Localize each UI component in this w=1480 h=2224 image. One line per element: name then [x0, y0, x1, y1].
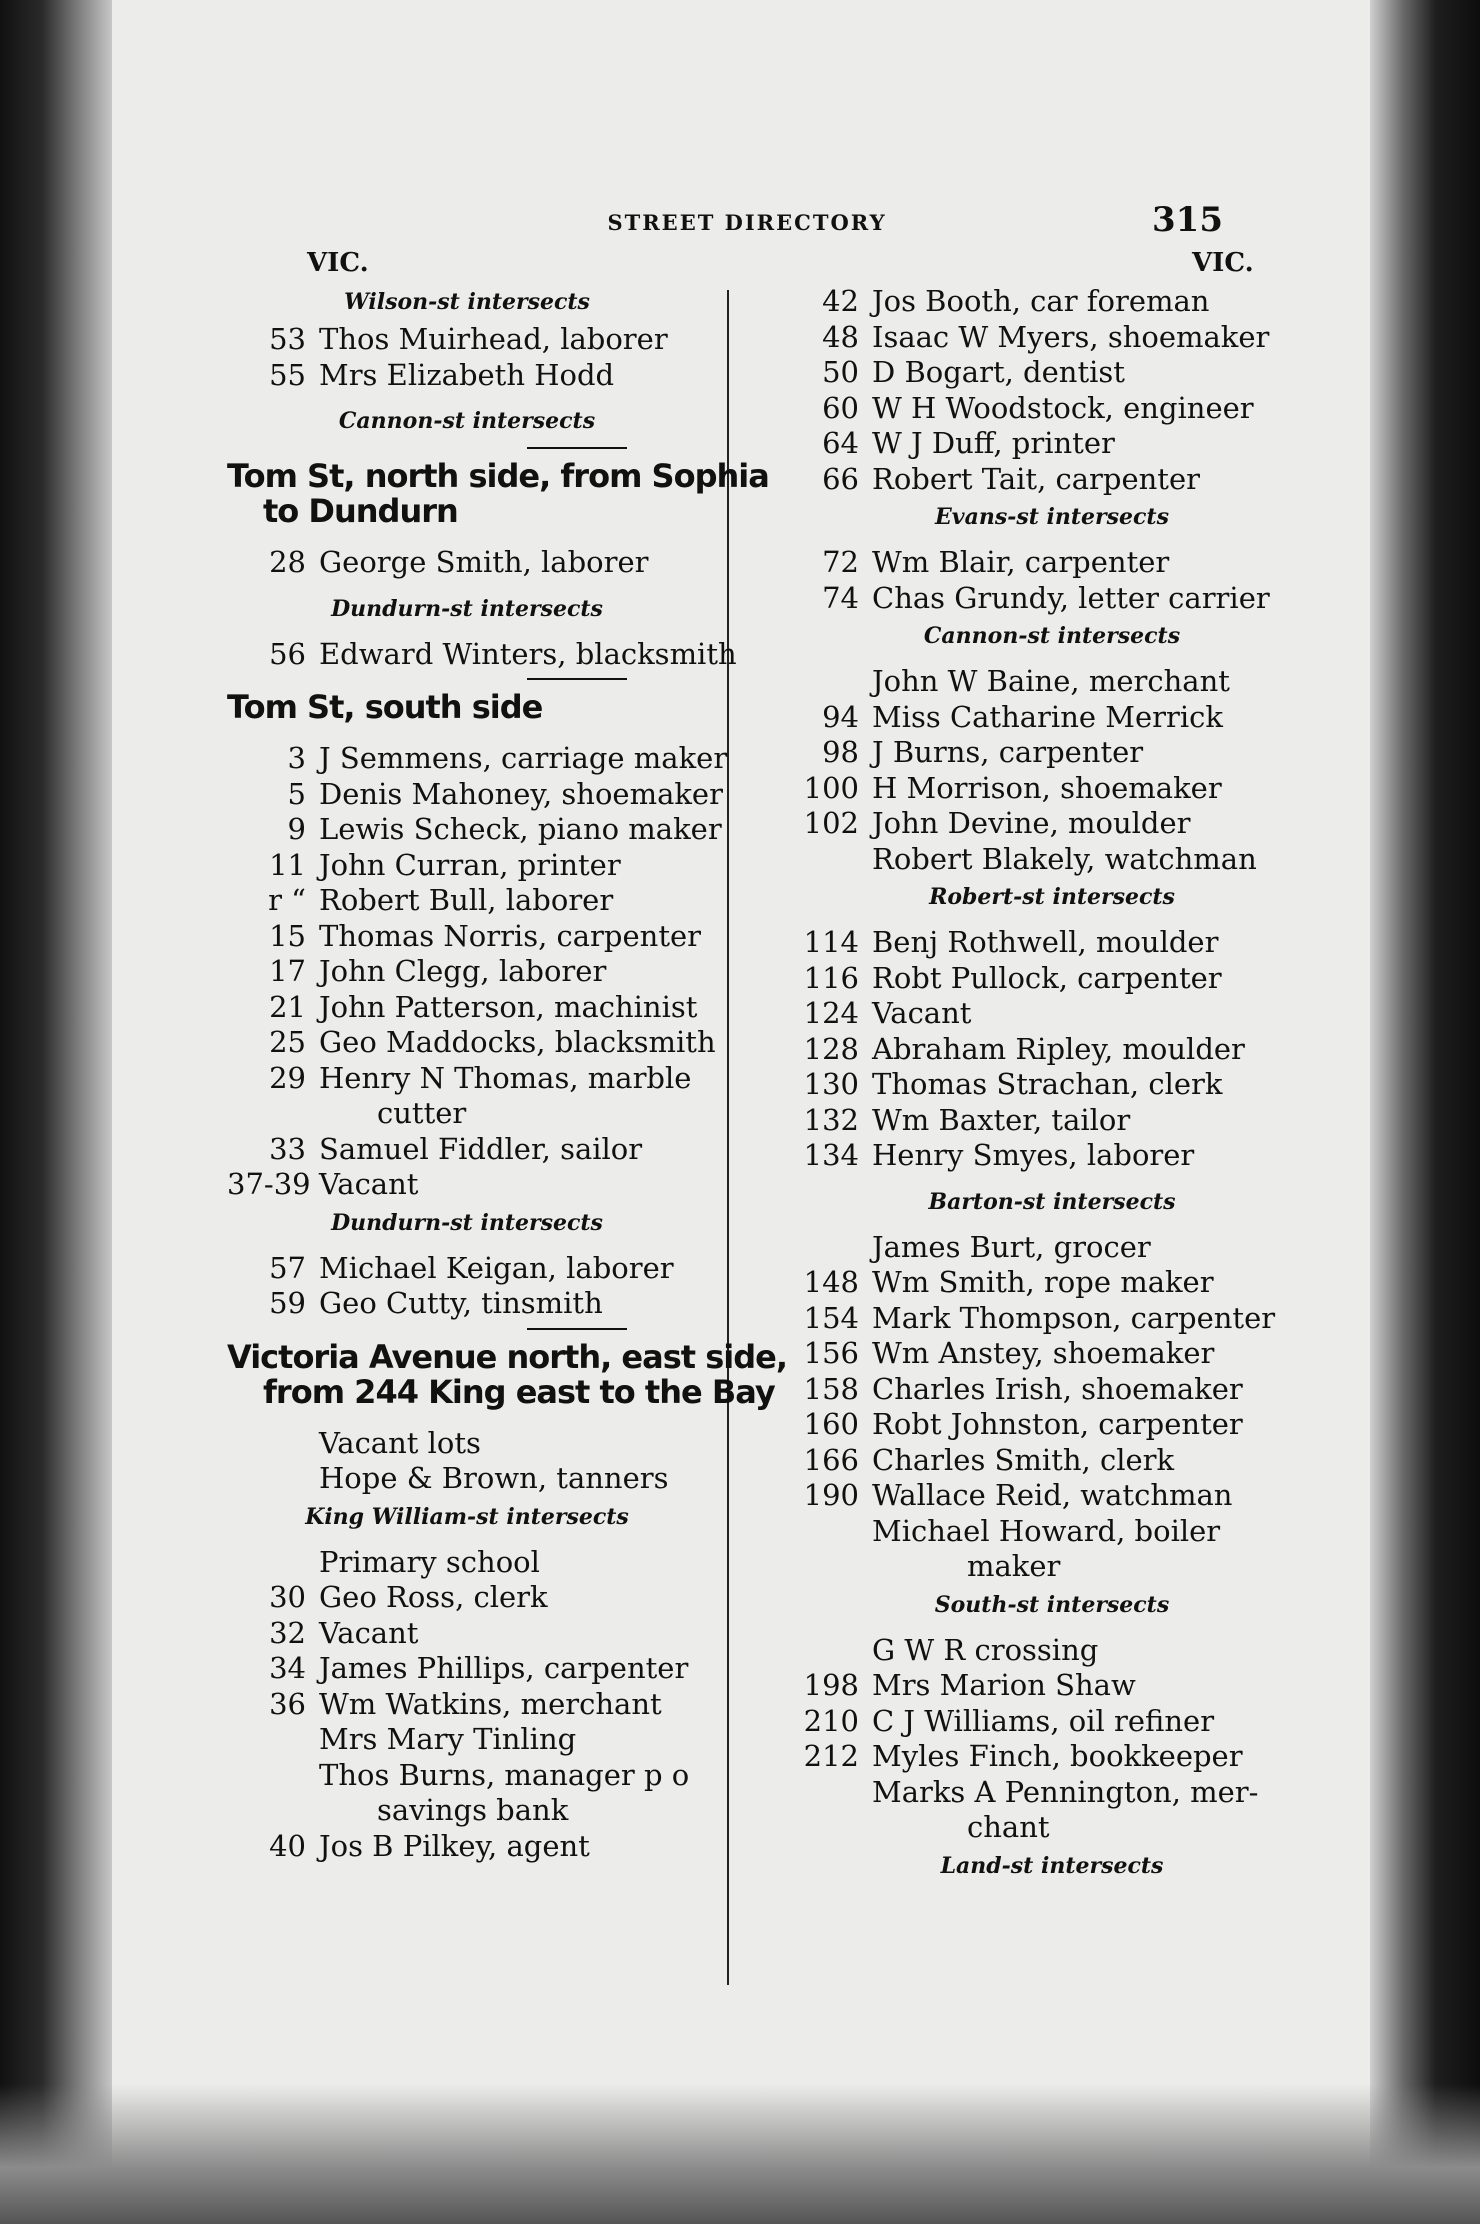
directory-entry [227, 322, 812, 358]
left-column-key: VIC. [307, 248, 369, 278]
entry-continuation: maker [967, 1549, 1061, 1583]
resident-name: J Burns, carpenter [872, 735, 1144, 769]
directory-entry [727, 1443, 1337, 1479]
resident-name: Thomas Strachan, clerk [872, 1067, 1223, 1101]
directory-entry [727, 1230, 1337, 1266]
directory-entry [227, 848, 812, 884]
directory-entry [227, 1426, 812, 1462]
entries-victoria-b [227, 1545, 812, 1794]
directory-entry [727, 771, 1337, 807]
house-number: r “ [268, 883, 306, 917]
directory-entry [227, 954, 812, 990]
page-number: 315 [1152, 200, 1223, 240]
resident-name: Robt Johnston, carpenter [872, 1407, 1243, 1441]
intersect-cannon: Cannon-st intersects [338, 408, 596, 434]
intersect-south: South-st intersects [934, 1591, 1170, 1618]
directory-entry [727, 320, 1337, 356]
house-number: 74 [822, 580, 859, 615]
resident-name: Mrs Elizabeth Hodd [319, 357, 615, 392]
directory-entry [727, 1514, 1337, 1550]
resident-name: Charles Smith, clerk [872, 1442, 1175, 1477]
directory-entry [727, 1301, 1337, 1337]
resident-name: Geo Cutty, tinsmith [319, 1286, 603, 1320]
directory-entry [727, 1032, 1337, 1068]
entry-continuation: cutter [377, 1096, 467, 1130]
house-number: 166 [803, 1442, 859, 1477]
house-number: 124 [803, 996, 859, 1030]
heading-victoria-avenue [227, 1337, 812, 1411]
house-number: 40 [269, 1828, 306, 1863]
running-head: STREET DIRECTORY [607, 210, 887, 235]
house-number: 33 [269, 1131, 306, 1166]
scan-right-edge [1370, 0, 1480, 2224]
directory-entry [727, 1336, 1337, 1372]
resident-name: Lewis Scheck, piano maker [319, 812, 722, 846]
heading-line: from 244 King east to the Bay [263, 1372, 775, 1411]
section-rule [527, 678, 627, 680]
heading-line: Victoria Avenue north, east side, [227, 1337, 787, 1376]
directory-entry [727, 545, 1337, 581]
entries-tom-north [227, 545, 812, 581]
house-number: 42 [822, 284, 859, 318]
house-number: 55 [269, 357, 306, 392]
house-number: 9 [287, 812, 306, 846]
resident-name: W H Woodstock, engineer [872, 390, 1254, 425]
resident-name: Michael Howard, boiler [872, 1513, 1221, 1548]
heading-tom-st-north [227, 459, 812, 529]
directory-entry [727, 391, 1337, 427]
resident-name: Samuel Fiddler, sailor [319, 1131, 643, 1166]
directory-entry [227, 1061, 812, 1097]
resident-name: Michael Keigan, laborer [319, 1250, 674, 1285]
resident-name: Robert Tait, carpenter [872, 461, 1200, 496]
intersect-cannon-right: Cannon-st intersects [923, 623, 1181, 649]
directory-entry [727, 1138, 1337, 1174]
directory-entry [227, 1461, 812, 1497]
intersect-dundurn-2: Dundurn-st intersects [331, 1209, 603, 1236]
directory-entry [227, 1580, 812, 1616]
resident-name: Jos Booth, car foreman [872, 284, 1210, 318]
house-number: 21 [269, 989, 306, 1024]
directory-entry [727, 700, 1337, 736]
resident-name: Wallace Reid, watchman [872, 1478, 1233, 1512]
directory-entry [727, 1668, 1337, 1704]
house-number: 198 [803, 1668, 859, 1702]
directory-entry [727, 1067, 1337, 1103]
right-column [727, 244, 1337, 1886]
resident-name: Wm Smith, rope maker [872, 1265, 1214, 1299]
house-number: 148 [803, 1265, 859, 1299]
directory-entry [727, 284, 1337, 320]
entries-tom-south-2 [227, 1132, 812, 1203]
directory-entry [227, 883, 812, 919]
directory-entry [227, 358, 812, 394]
directory-entry [727, 925, 1337, 961]
resident-name: Robert Bull, laborer [319, 883, 614, 917]
house-number: 66 [822, 461, 859, 496]
house-number: 11 [269, 847, 306, 882]
entry-continuation: savings bank [377, 1793, 569, 1827]
section-rule [527, 1328, 627, 1330]
house-number: 72 [822, 545, 859, 579]
resident-name: Vacant [319, 1167, 419, 1201]
directory-entry [727, 1103, 1337, 1139]
house-number: 160 [803, 1407, 859, 1441]
directory-entry [227, 545, 812, 581]
entries-right-c [727, 664, 1337, 877]
intersect-barton: Barton-st intersects [928, 1188, 1176, 1215]
resident-name: Henry N Thomas, marble [319, 1060, 692, 1095]
house-number: 59 [269, 1286, 306, 1320]
house-number: 57 [269, 1250, 306, 1285]
resident-name: Vacant [872, 996, 972, 1030]
intersect-wilson: Wilson-st intersects [344, 289, 590, 315]
entries-right-e [727, 1230, 1337, 1550]
directory-entry [727, 355, 1337, 391]
resident-name: Abraham Ripley, moulder [872, 1031, 1245, 1066]
entry-continuation: chant [967, 1810, 1050, 1844]
resident-name: Vacant lots [319, 1425, 481, 1460]
resident-name: Geo Ross, clerk [319, 1580, 548, 1614]
resident-name: W J Duff, printer [872, 426, 1115, 460]
house-number: 132 [803, 1102, 859, 1137]
resident-name: John Patterson, machinist [319, 989, 698, 1024]
house-number: 32 [269, 1615, 306, 1650]
house-number: 210 [803, 1703, 859, 1738]
house-number: 5 [287, 776, 306, 811]
entries-wilson-block [227, 322, 812, 393]
resident-name: Edward Winters, blacksmith [319, 636, 737, 671]
house-number: 28 [269, 545, 306, 579]
resident-name: Mrs Mary Tinling [319, 1722, 577, 1756]
resident-name: George Smith, laborer [319, 545, 649, 579]
resident-name: H Morrison, shoemaker [872, 770, 1222, 805]
resident-name: Henry Smyes, laborer [872, 1138, 1195, 1172]
resident-name: Hope & Brown, tanners [319, 1461, 669, 1495]
resident-name: Mrs Marion Shaw [872, 1668, 1136, 1702]
directory-entry [727, 996, 1337, 1032]
house-number: 30 [269, 1580, 306, 1614]
directory-entry [227, 919, 812, 955]
directory-entry [227, 1251, 812, 1287]
resident-name: James Phillips, carpenter [319, 1651, 689, 1685]
directory-entry [227, 990, 812, 1026]
resident-name: Robert Blakely, watchman [872, 841, 1257, 876]
heading-line: to Dundurn [263, 492, 458, 530]
house-number: 29 [269, 1060, 306, 1095]
intersect-land: Land-st intersects [940, 1852, 1164, 1879]
intersect-robert: Robert-st intersects [929, 884, 1175, 910]
heading-tom-st-south: Tom St, south side [227, 688, 543, 726]
resident-name: James Burt, grocer [872, 1229, 1151, 1264]
directory-entry [227, 637, 812, 673]
directory-entry [727, 1775, 1337, 1811]
house-number: 114 [803, 925, 859, 959]
directory-entry [227, 1132, 812, 1168]
directory-page [112, 0, 1382, 2224]
directory-entry [727, 581, 1337, 617]
directory-entry [227, 1167, 812, 1203]
resident-name: John W Baine, merchant [872, 664, 1230, 698]
resident-name: Primary school [319, 1544, 540, 1579]
intersect-dundurn: Dundurn-st intersects [331, 595, 603, 622]
house-number: 3 [287, 741, 306, 775]
entries-right-b [727, 545, 1337, 616]
house-number: 17 [269, 954, 306, 988]
resident-name: John Clegg, laborer [319, 954, 607, 988]
intersect-king-william: King William-st intersects [305, 1503, 629, 1530]
directory-entry [227, 741, 812, 777]
directory-entry [727, 664, 1337, 700]
house-number: 15 [269, 918, 306, 953]
resident-name: Geo Maddocks, blacksmith [319, 1025, 716, 1059]
directory-entry [227, 812, 812, 848]
directory-entry [727, 735, 1337, 771]
directory-entry [727, 1739, 1337, 1775]
house-number: 154 [803, 1300, 859, 1335]
resident-name: Robt Pullock, carpenter [872, 960, 1222, 995]
resident-name: Thomas Norris, carpenter [319, 918, 701, 953]
directory-entry [727, 1372, 1337, 1408]
resident-name: Thos Burns, manager p o [319, 1757, 690, 1792]
resident-name: Myles Finch, bookkeeper [872, 1739, 1243, 1773]
entries-victoria-a [227, 1426, 812, 1497]
heading-line: Tom St, north side, from Sophia [227, 457, 769, 495]
directory-entry [727, 426, 1337, 462]
scan-left-edge [0, 0, 120, 2224]
resident-name: Miss Catharine Merrick [872, 699, 1223, 734]
directory-entry [227, 1616, 812, 1652]
directory-entry [727, 842, 1337, 878]
house-number: 128 [803, 1031, 859, 1066]
entries-right-a [727, 284, 1337, 497]
resident-name: Vacant [319, 1615, 419, 1650]
directory-entry [727, 1633, 1337, 1669]
directory-entry [727, 806, 1337, 842]
resident-name: J Semmens, carriage maker [319, 741, 728, 775]
left-column [227, 244, 812, 1864]
house-number: 36 [269, 1686, 306, 1721]
section-rule [527, 447, 627, 449]
house-number: 37-39 [227, 1167, 311, 1201]
directory-entry [227, 1758, 812, 1794]
directory-entry [727, 1407, 1337, 1443]
entries-right-f [727, 1633, 1337, 1811]
house-number: 60 [822, 390, 859, 425]
house-number: 102 [803, 806, 859, 840]
directory-entry [727, 1478, 1337, 1514]
entries-tom-north-2 [227, 637, 812, 673]
directory-entry [227, 1651, 812, 1687]
resident-name: G W R crossing [872, 1632, 1099, 1667]
entries-right-d [727, 925, 1337, 1174]
house-number: 25 [269, 1025, 306, 1059]
house-number: 53 [269, 322, 306, 356]
directory-entry [227, 1545, 812, 1581]
resident-name: Thos Muirhead, laborer [319, 322, 668, 356]
resident-name: D Bogart, dentist [872, 355, 1125, 389]
house-number: 116 [803, 960, 859, 995]
resident-name: Wm Anstey, shoemaker [872, 1336, 1215, 1370]
directory-entry [727, 1265, 1337, 1301]
directory-entry [227, 1286, 812, 1322]
scan-bottom-shadow [0, 2084, 1480, 2224]
entries-tom-south [227, 741, 812, 1096]
house-number: 158 [803, 1371, 859, 1406]
resident-name: Charles Irish, shoemaker [872, 1371, 1243, 1406]
house-number: 134 [803, 1138, 859, 1172]
entries-victoria-c [227, 1829, 812, 1865]
resident-name: John Curran, printer [319, 847, 621, 882]
resident-name: Wm Watkins, merchant [319, 1686, 662, 1721]
directory-entry [227, 777, 812, 813]
directory-entry [727, 462, 1337, 498]
directory-entry [227, 1025, 812, 1061]
house-number: 64 [822, 426, 859, 460]
house-number: 98 [822, 735, 859, 769]
resident-name: Mark Thompson, carpenter [872, 1300, 1276, 1335]
house-number: 130 [803, 1067, 859, 1101]
house-number: 56 [269, 636, 306, 671]
house-number: 34 [269, 1651, 306, 1685]
resident-name: Wm Blair, carpenter [872, 545, 1170, 579]
entries-tom-south-3 [227, 1251, 812, 1322]
resident-name: Marks A Pennington, mer- [872, 1774, 1259, 1809]
house-number: 190 [803, 1478, 859, 1512]
resident-name: Isaac W Myers, shoemaker [872, 319, 1270, 354]
house-number: 50 [822, 355, 859, 389]
house-number: 94 [822, 699, 859, 734]
right-column-key: VIC. [1192, 248, 1254, 278]
directory-entry [727, 961, 1337, 997]
resident-name: C J Williams, oil refiner [872, 1703, 1215, 1738]
directory-entry [727, 1704, 1337, 1740]
resident-name: Benj Rothwell, moulder [872, 925, 1219, 959]
house-number: 156 [803, 1336, 859, 1370]
directory-entry [227, 1687, 812, 1723]
resident-name: Chas Grundy, letter carrier [872, 580, 1270, 615]
directory-entry [227, 1829, 812, 1865]
house-number: 48 [822, 319, 859, 354]
house-number: 212 [803, 1739, 859, 1773]
resident-name: Wm Baxter, tailor [872, 1102, 1131, 1137]
house-number: 100 [803, 770, 859, 805]
resident-name: Denis Mahoney, shoemaker [319, 776, 723, 811]
resident-name: John Devine, moulder [872, 806, 1191, 840]
directory-entry [227, 1722, 812, 1758]
resident-name: Jos B Pilkey, agent [319, 1828, 590, 1863]
intersect-evans: Evans-st intersects [935, 504, 1169, 530]
